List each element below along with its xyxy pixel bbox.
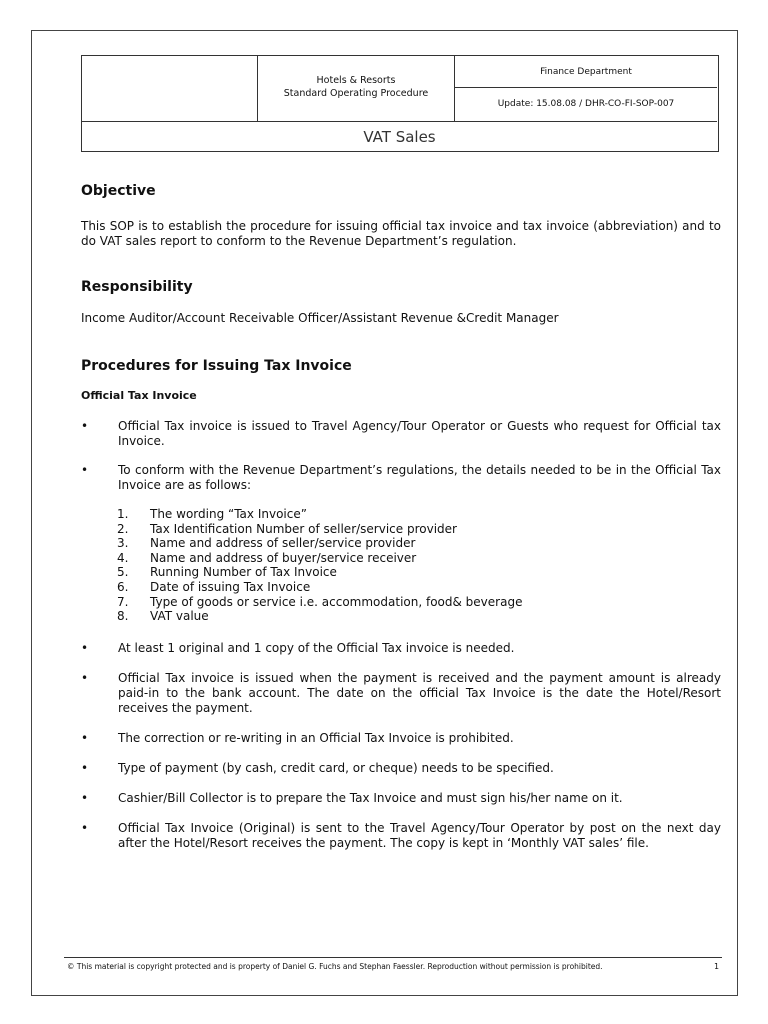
objective-text: This SOP is to establish the procedure for issuing official tax invoice and tax invoice (abbreviation) and to do VAT sales report to conform to the Revenue Department’s regulation. [81,219,721,248]
list-item: 5. Running Number of Tax Invoice [117,565,337,580]
page-number: 1 [714,962,720,971]
bullet-icon: • [81,761,89,775]
procedures-heading: Procedures for Issuing Tax Invoice [81,358,352,374]
responsibility-heading: Responsibility [81,279,193,295]
list-item: 7. Type of goods or service i.e. accommodation, food& beverage [117,594,523,609]
list-item: • At least 1 original and 1 copy of the Official Tax invoice is needed. [81,641,515,655]
invoice-details-list [117,507,522,624]
list-item: • Official Tax Invoice (Original) is sent to the Travel Agency/Tour Operator by post on the next day after the Hotel/Resort receives the payment. The copy is kept in ‘Monthly VAT sales’ file. [81,821,721,850]
org-name: Hotels & Resorts [316,75,396,86]
list-item: • The correction or re-writing in an Official Tax Invoice is prohibited. [81,731,514,745]
document-title: VAT Sales [82,121,717,151]
bullet-icon: • [81,791,89,805]
copyright-notice: © This material is copyright protected and is property of Daniel G. Fuchs and Stephan Faessler. Reproduction without permission is prohibited. [67,962,603,971]
list-item: 2. Tax Identification Number of seller/service provider [117,521,457,536]
list-item: • Cashier/Bill Collector is to prepare the Tax Invoice and must sign his/her name on it. [81,791,623,805]
department: Finance Department [455,56,717,88]
list-item: • Type of payment (by cash, credit card, or cheque) needs to be specified. [81,761,554,775]
header-table [81,55,719,152]
objective-heading: Objective [81,183,156,199]
logo-cell [82,56,258,121]
footer-divider [64,957,722,958]
list-item: • To conform with the Revenue Department’s regulations, the details needed to be in the Official Tax Invoice are as follows: [81,463,721,492]
org-cell [258,56,455,121]
bullet-icon: • [81,463,89,477]
doc-type: Standard Operating Procedure [283,88,429,99]
list-item: 8. VAT value [117,609,209,624]
bullet-icon: • [81,731,89,745]
list-item: 6. Date of issuing Tax Invoice [117,579,311,594]
list-item: 1. The wording “Tax Invoice” [117,507,307,521]
bullet-icon: • [81,641,89,655]
bullet-icon: • [81,671,89,685]
list-item: • Official Tax invoice is issued when the payment is received and the payment amount is already paid-in to the bank account. The date on the official Tax Invoice is the date the Hotel/Resort receives the payment. [81,671,721,715]
list-item: 3. Name and address of seller/service provider [117,536,416,551]
update-info: Update: 15.08.08 / DHR-CO-FI-SOP-007 [497,99,675,109]
list-item: 4. Name and address of buyer/service receiver [117,550,417,565]
responsibility-text: Income Auditor/Account Receivable Officer/Assistant Revenue &Credit Manager [81,311,559,325]
official-tax-invoice-subheading: Official Tax Invoice [81,389,197,402]
bullet-icon: • [81,821,89,835]
list-item: • Official Tax invoice is issued to Travel Agency/Tour Operator or Guests who request for Official tax Invoice. [81,419,721,448]
bullet-icon: • [81,419,89,433]
